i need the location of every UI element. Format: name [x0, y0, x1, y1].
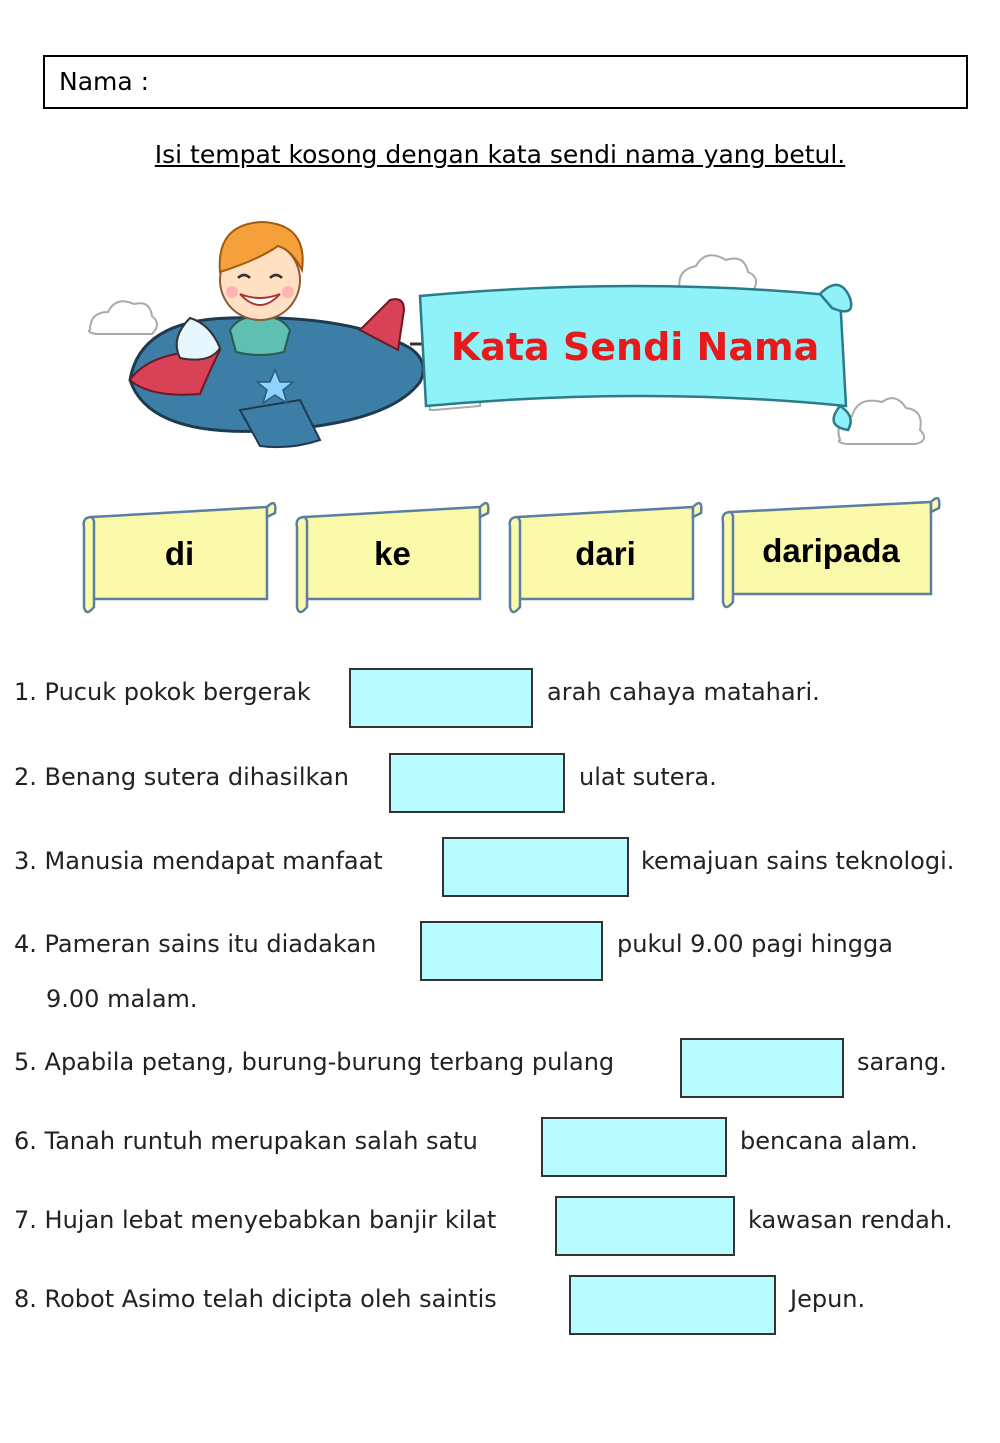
question-7-after: kawasan rendah.: [748, 1206, 953, 1234]
answer-blank-8[interactable]: [569, 1275, 776, 1335]
question-2-text: 2. Benang sutera dihasilkan: [14, 763, 349, 791]
question-1-after: arah cahaya matahari.: [547, 678, 820, 706]
question-5-text: 5. Apabila petang, burung-burung terbang pulang: [14, 1048, 615, 1076]
question-4-text: 4. Pameran sains itu diadakan: [14, 930, 377, 958]
answer-blank-7[interactable]: [555, 1196, 735, 1256]
word-di: di: [164, 535, 195, 572]
question-6-after: bencana alam.: [740, 1127, 918, 1155]
question-8-text: 8. Robot Asimo telah dicipta oleh saintis: [14, 1285, 497, 1313]
instruction-text: Isi tempat kosong dengan kata sendi nama yang betul.: [154, 140, 846, 169]
question-3-text: 3. Manusia mendapat manfaat: [14, 847, 383, 875]
word-ke: ke: [374, 535, 411, 572]
answer-blank-2[interactable]: [389, 753, 565, 813]
question-4-continuation: 9.00 malam.: [46, 985, 198, 1013]
word-bank-card[interactable]: [295, 495, 490, 615]
name-label: Nama :: [59, 67, 150, 96]
word-daripada: daripada: [762, 532, 900, 569]
question-8-after: Jepun.: [790, 1285, 866, 1313]
answer-blank-4[interactable]: [420, 921, 603, 981]
name-field[interactable]: [43, 55, 968, 109]
answer-blank-5[interactable]: [680, 1038, 844, 1098]
question-2-after: ulat sutera.: [579, 763, 717, 791]
question-1-text: 1. Pucuk pokok bergerak: [14, 678, 311, 706]
question-6-text: 6. Tanah runtuh merupakan salah satu: [14, 1127, 478, 1155]
word-bank-card[interactable]: [508, 495, 703, 615]
answer-blank-1[interactable]: [349, 668, 533, 728]
word-bank-card[interactable]: [82, 495, 277, 615]
cloud-icon: [89, 301, 157, 334]
question-5-after: sarang.: [857, 1048, 947, 1076]
question-4-after: pukul 9.00 pagi hingga: [617, 930, 893, 958]
answer-blank-6[interactable]: [541, 1117, 727, 1177]
word-bank-card[interactable]: [721, 490, 941, 610]
airplane-banner-illustration: [80, 210, 930, 460]
word-dari: dari: [575, 535, 636, 572]
banner-title: Kata Sendi Nama: [450, 325, 820, 369]
question-7-text: 7. Hujan lebat menyebabkan banjir kilat: [14, 1206, 497, 1234]
question-3-after: kemajuan sains teknologi.: [641, 847, 955, 875]
answer-blank-3[interactable]: [442, 837, 629, 897]
